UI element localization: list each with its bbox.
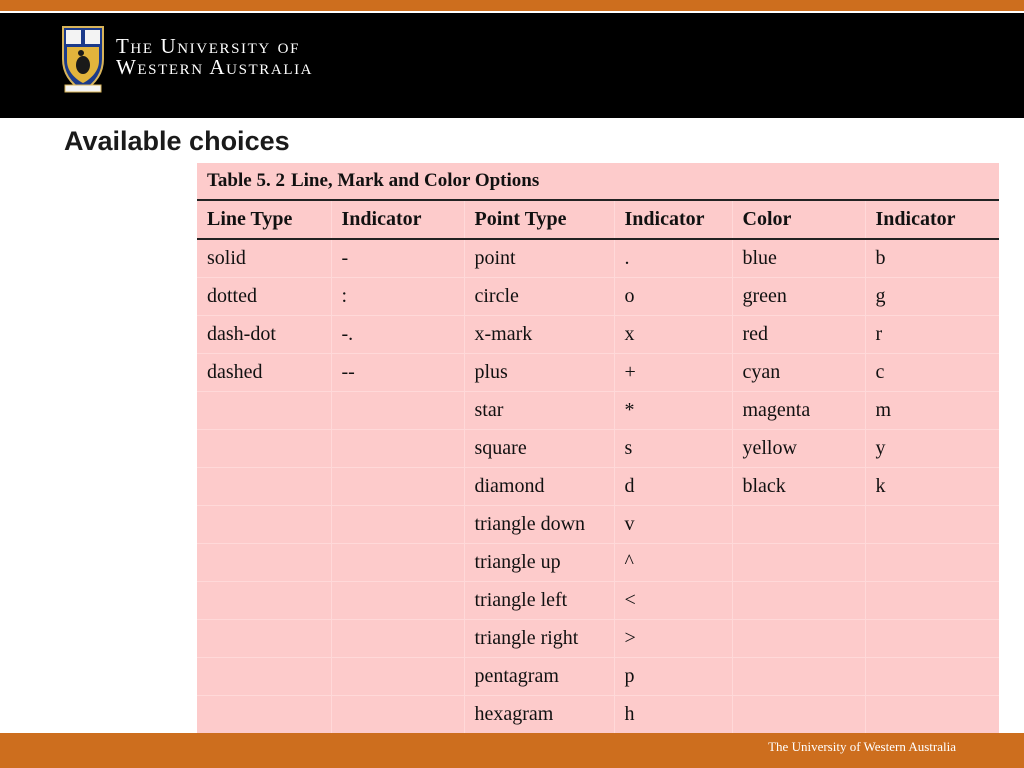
- table-cell: star: [464, 392, 614, 430]
- table-cell: [331, 620, 464, 658]
- table-cell: [865, 658, 999, 696]
- table-cell: pentagram: [464, 658, 614, 696]
- table-cell: yellow: [732, 430, 865, 468]
- university-name-line2: Western Australia: [116, 55, 314, 79]
- table-row: [197, 506, 999, 544]
- table-cell: [865, 582, 999, 620]
- table-row: [197, 278, 999, 316]
- table-cell: triangle right: [464, 620, 614, 658]
- table-cell: ^: [614, 544, 732, 582]
- table-cell: [732, 658, 865, 696]
- table-row: [197, 620, 999, 658]
- table-cell: [732, 582, 865, 620]
- table-cell: :: [331, 278, 464, 316]
- column-header: Indicator: [614, 200, 732, 239]
- top-accent-stripe: [0, 0, 1024, 11]
- table-cell: *: [614, 392, 732, 430]
- table-caption: [197, 163, 999, 200]
- table-cell: [732, 620, 865, 658]
- table-row: [197, 354, 999, 392]
- table-cell: <: [614, 582, 732, 620]
- table-row: [197, 696, 999, 735]
- table-cell: [865, 620, 999, 658]
- table-cell: dashed: [197, 354, 331, 392]
- table-cell: [331, 658, 464, 696]
- table-cell: [331, 392, 464, 430]
- table-cell: r: [865, 316, 999, 354]
- table-cell: [197, 506, 331, 544]
- table-cell: [331, 430, 464, 468]
- table-row: [197, 239, 999, 278]
- table-row: [197, 316, 999, 354]
- table-cell: .: [614, 239, 732, 278]
- table-cell: [331, 506, 464, 544]
- table-cell: triangle up: [464, 544, 614, 582]
- table-cell: solid: [197, 239, 331, 278]
- university-crest-icon: [61, 25, 105, 95]
- table-cell: -.: [331, 316, 464, 354]
- table-header-row: [197, 200, 999, 239]
- table-cell: magenta: [732, 392, 865, 430]
- table-cell: [331, 696, 464, 735]
- university-name-line1: The University of: [116, 34, 301, 58]
- table-cell: point: [464, 239, 614, 278]
- table-cell: c: [865, 354, 999, 392]
- table-caption-text: Line, Mark and Color Options: [290, 170, 540, 191]
- table-cell: [197, 696, 331, 735]
- line-mark-color-table: [197, 163, 999, 735]
- table-cell: --: [331, 354, 464, 392]
- table-cell: y: [865, 430, 999, 468]
- table-cell: [197, 658, 331, 696]
- table-cell: >: [614, 620, 732, 658]
- table-row: [197, 468, 999, 506]
- table-cell: black: [732, 468, 865, 506]
- table-cell: cyan: [732, 354, 865, 392]
- table-cell: dotted: [197, 278, 331, 316]
- footer-text: The University of Western Australia: [768, 739, 956, 754]
- table-cell: [197, 620, 331, 658]
- table-cell: plus: [464, 354, 614, 392]
- table-cell: k: [865, 468, 999, 506]
- table-cell: dash-dot: [197, 316, 331, 354]
- table-cell: [865, 544, 999, 582]
- table-cell: b: [865, 239, 999, 278]
- table-cell: triangle down: [464, 506, 614, 544]
- university-name: [116, 36, 313, 78]
- table-cell: diamond: [464, 468, 614, 506]
- table-cell: v: [614, 506, 732, 544]
- table-row: [197, 658, 999, 696]
- table-cell: x-mark: [464, 316, 614, 354]
- table-cell: [732, 506, 865, 544]
- column-header: Line Type: [197, 200, 331, 239]
- table-caption-label: Table 5. 2: [207, 170, 285, 191]
- column-header: Point Type: [464, 200, 614, 239]
- table-cell: [732, 696, 865, 735]
- column-header: Indicator: [331, 200, 464, 239]
- table-cell: s: [614, 430, 732, 468]
- column-header: Color: [732, 200, 865, 239]
- table-cell: h: [614, 696, 732, 735]
- table-cell: d: [614, 468, 732, 506]
- table-cell: [197, 544, 331, 582]
- table-cell: [197, 582, 331, 620]
- table-cell: o: [614, 278, 732, 316]
- table-cell: x: [614, 316, 732, 354]
- table-cell: hexagram: [464, 696, 614, 735]
- table-cell: -: [331, 239, 464, 278]
- table-cell: square: [464, 430, 614, 468]
- table-cell: red: [732, 316, 865, 354]
- table-cell: g: [865, 278, 999, 316]
- table-cell: blue: [732, 239, 865, 278]
- table-cell: m: [865, 392, 999, 430]
- table-cell: [331, 468, 464, 506]
- table-row: [197, 544, 999, 582]
- table-cell: p: [614, 658, 732, 696]
- table-cell: [197, 430, 331, 468]
- table-cell: triangle left: [464, 582, 614, 620]
- table-cell: [732, 544, 865, 582]
- table-cell: green: [732, 278, 865, 316]
- table-cell: [865, 696, 999, 735]
- table-cell: circle: [464, 278, 614, 316]
- column-header: Indicator: [865, 200, 999, 239]
- table-row: [197, 582, 999, 620]
- table-row: [197, 430, 999, 468]
- table-cell: [865, 506, 999, 544]
- table-cell: +: [614, 354, 732, 392]
- table-cell: [197, 392, 331, 430]
- table-cell: [197, 468, 331, 506]
- table-cell: [331, 544, 464, 582]
- table-row: [197, 392, 999, 430]
- slide-title: Available choices: [64, 126, 290, 156]
- table-cell: [331, 582, 464, 620]
